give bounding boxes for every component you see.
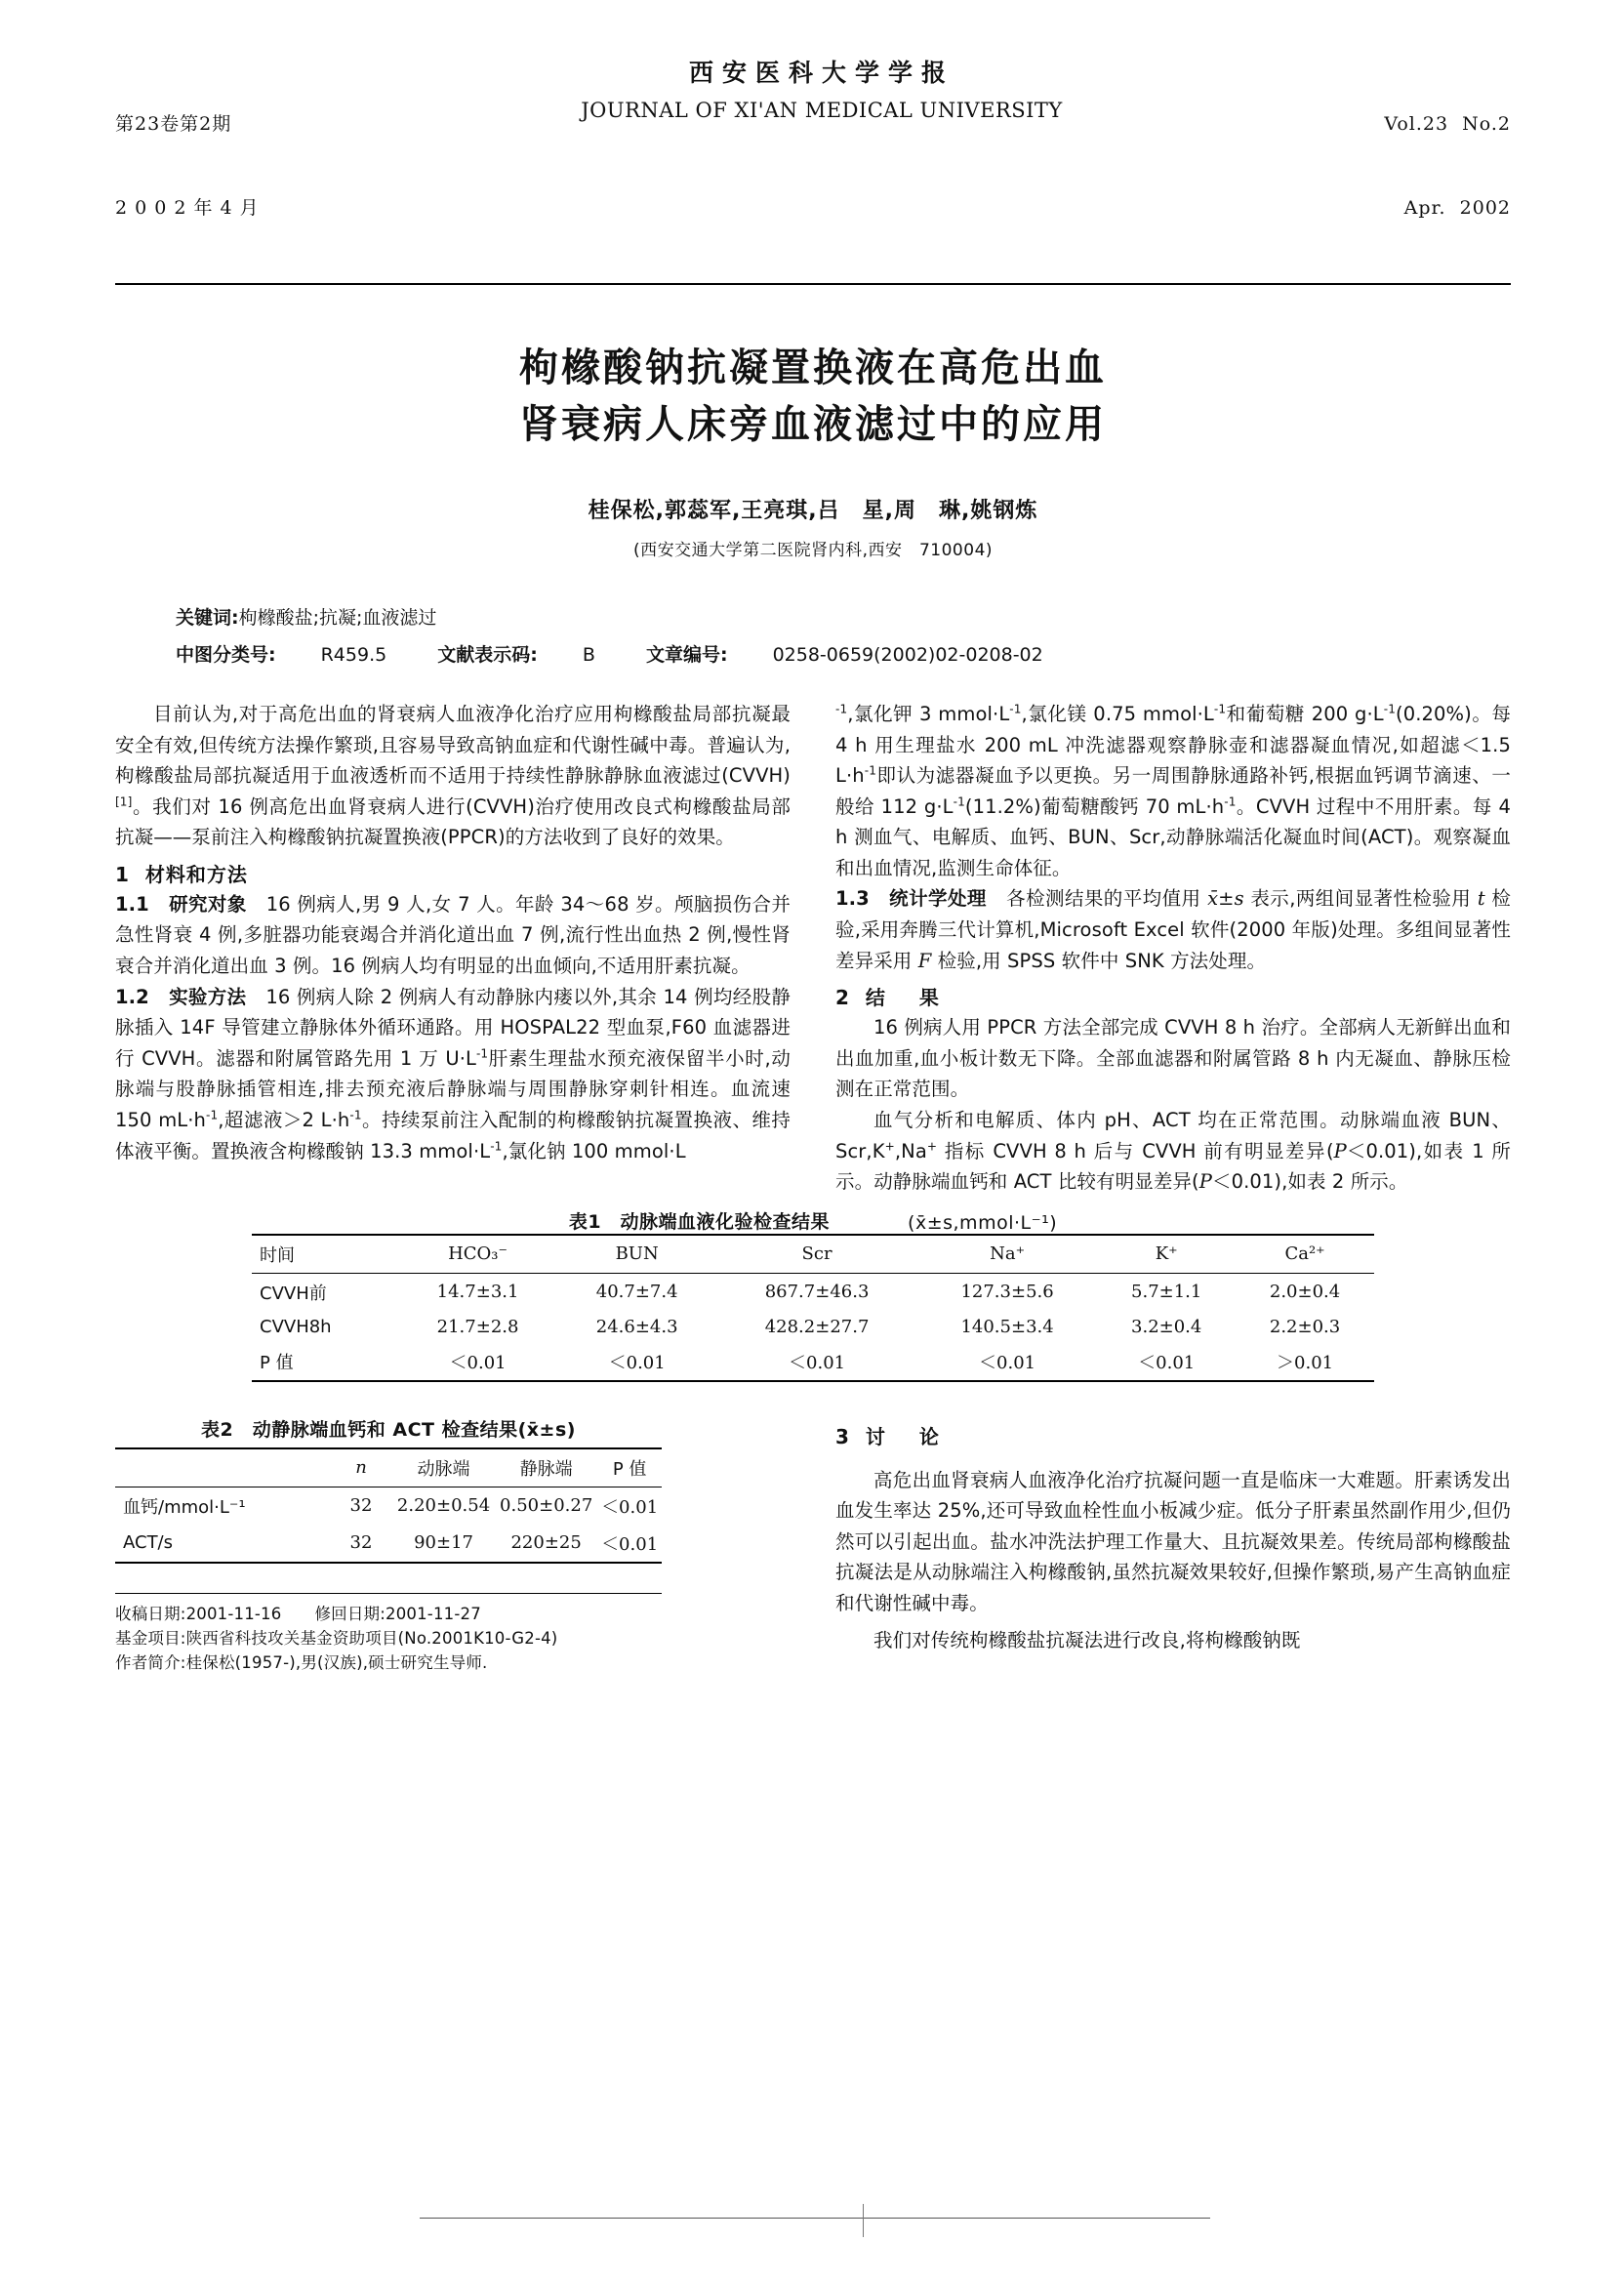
table2-r0-c2: 2.20±0.54 — [396, 1495, 491, 1517]
section-1-2-body-k: (11.2%)葡萄糖酸钙 70 mL·h — [964, 795, 1225, 818]
section-1-2-body-e: ,氯化钠 100 mmol·L — [502, 1139, 686, 1162]
table1-r2-c2: ＜0.01 — [608, 1352, 666, 1373]
table2-head — [115, 1448, 662, 1487]
section-2-title-b: 果 — [918, 986, 940, 1010]
table-row — [115, 1487, 662, 1525]
table2-r1-c0: ACT/s — [123, 1532, 174, 1554]
table1-header-6: Ca²⁺ — [1284, 1243, 1325, 1265]
table2-r1-c1: 32 — [349, 1532, 373, 1554]
table1-header-5: K⁺ — [1155, 1243, 1178, 1265]
table1-block — [115, 1207, 1511, 1382]
table-row — [252, 1311, 1374, 1343]
author-affiliation: (西安交通大学第二医院肾内科,西安 710004) — [632, 541, 994, 560]
table2-r0-c0: 血钙/mmol·L⁻¹ — [123, 1496, 246, 1518]
table1-head — [252, 1235, 1374, 1274]
f-test-symbol: F — [917, 949, 932, 972]
clc-group — [176, 644, 386, 666]
article-title — [115, 340, 1511, 453]
t-test-symbol: t — [1477, 887, 1485, 911]
bio-value: 桂保松(1957-),男(汉族),硕士研究生导师. — [185, 1652, 488, 1672]
table-row — [252, 1343, 1374, 1381]
journal-title-cn: 西安医科大学学报 — [689, 59, 955, 87]
doccode-label: 文献表示码: — [437, 644, 538, 666]
table2-r1-c3: 220±25 — [510, 1532, 582, 1554]
article-title-line2: 肾衰病人床旁血液滤过中的应用 — [519, 402, 1107, 447]
classification-row — [176, 636, 1511, 673]
section-1-2-cont — [835, 699, 1511, 883]
intro-text: 目前认为,对于高危出血的肾衰病人血液净化治疗应用枸橼酸盐局部抗凝最安全有效,但传统方法操作繁琐,且容易导致高钠血症和代谢性碱中毒。普遍认为,枸橼酸盐局部抗凝适用于血液透析而不适用于持续性静脉静脉血液滤过(CVVH) — [115, 703, 791, 788]
discussion-paragraph-1: 高危出血肾衰病人血液净化治疗抗凝问题一直是临床一大难题。肝素诱发出血发生率达 25%,还可导致血栓性血小板减少症。低分子肝素虽然副作用少,但仍然可以引起出血。盐水冲洗法护理工作量大、且抗凝效果差。传统局部枸橼酸盐抗凝法是从动脉端注入枸橼酸钠,虽然抗凝效果较好,但操作繁琐,易产生高钠血症和代谢性碱中毒。 — [835, 1468, 1511, 1614]
discussion-paragraph-2: 我们对传统枸橼酸盐抗凝法进行改良,将枸橼酸钠既 — [873, 1628, 1301, 1651]
table1-r2-c5: ＜0.01 — [1138, 1352, 1196, 1373]
table2-r0-c1: 32 — [349, 1495, 373, 1517]
table1-r0-c6: 2.0±0.4 — [1269, 1282, 1341, 1303]
exponent-3: -1 — [349, 1108, 362, 1122]
table1-r0-c2: 40.7±7.4 — [595, 1282, 678, 1303]
table1-r2-c0: P 值 — [260, 1352, 294, 1373]
table2-body — [115, 1487, 662, 1563]
keywords-label: 关键词: — [176, 607, 239, 629]
running-head-left — [115, 55, 260, 277]
volume-issue-en: Vol.23 No.2 — [1384, 113, 1511, 135]
exponent-10: -1 — [953, 795, 965, 809]
table2-block — [115, 1415, 662, 1564]
issue-date-en: Apr. 2002 — [1403, 196, 1511, 219]
table-row — [252, 1273, 1374, 1311]
artno-label: 文章编号: — [645, 644, 728, 666]
intro-text-cont: 。我们对 16 例高危出血肾衰病人进行(CVVH)治疗使用改良式枸橼酸盐局部抗凝——泵前注入枸橼酸钠抗凝置换液(PPCR)的方法收到了良好的效果。 — [115, 795, 791, 849]
received-label: 收稿日期: — [115, 1604, 186, 1623]
table1-header-1: HCO₃⁻ — [448, 1243, 508, 1265]
author-list: 桂保松,郭蕊军,王亮琪,吕 星,周 琳,姚钢炼 — [588, 499, 1038, 523]
section-1-3-body-a: 各检测结果的平均值用 — [1005, 887, 1208, 911]
table1-r0-c5: 5.7±1.1 — [1131, 1282, 1202, 1303]
section-1-3 — [835, 883, 1511, 976]
table2-header-2: 动脉端 — [417, 1458, 470, 1480]
section-1-3-body-c: 检验,采用奔腾三代计算机,Microsoft Excel 软件(2000 年版)处理。多组间显著性差异采用 — [835, 887, 1511, 972]
table1-r2-c6: ＞0.01 — [1277, 1352, 1334, 1373]
table1-r1-c0: CVVH8h — [260, 1316, 332, 1337]
section-1-2-number: 1.2 — [115, 985, 149, 1008]
page-bottom-rule — [420, 2218, 1210, 2220]
section-1-2-body-g: ,氯化镁 0.75 mmol·L — [1021, 703, 1214, 725]
table1-unit: (x̄±s,mmol·L⁻¹) — [908, 1211, 1058, 1234]
bio-label: 作者简介: — [115, 1652, 186, 1672]
keywords-value: 枸橼酸盐;抗凝;血液滤过 — [238, 607, 437, 629]
section-1-2-title: 实验方法 — [168, 985, 247, 1008]
section-2-heading — [835, 982, 1511, 1010]
exponent-4: -1 — [490, 1139, 503, 1154]
results-paragraph-1: 16 例病人用 PPCR 方法全部完成 CVVH 8 h 治疗。全部病人无新鲜出血和出血加重,血小板计数无下降。全部血滤器和附属管路 8 h 内无凝血、静脉压检测在正常范围。 — [835, 1016, 1511, 1101]
revised-value: 2001-11-27 — [386, 1604, 481, 1623]
table1-r1-c6: 2.2±0.3 — [1269, 1316, 1341, 1337]
results-paragraph-2 — [835, 1105, 1511, 1198]
header-rule — [115, 283, 1511, 285]
section-1-number: 1 — [115, 862, 130, 886]
table2-header-row — [115, 1448, 662, 1487]
left-column — [115, 699, 791, 1198]
table1-r1-c4: 140.5±3.4 — [960, 1316, 1054, 1337]
fund-value: 陕西省科技攻关基金资助项目(No.2001K10-G2-4) — [185, 1628, 558, 1648]
running-head-right — [1384, 55, 1511, 277]
lower-columns — [115, 1415, 1511, 1675]
table2-r1-c4: ＜0.01 — [601, 1533, 659, 1555]
doccode-value: B — [582, 644, 595, 666]
section-1-1 — [115, 889, 791, 982]
table-row — [115, 1525, 662, 1563]
results-p2-b: ,Na — [894, 1139, 927, 1162]
table1-header-3: Scr — [801, 1243, 832, 1265]
exponent-11: -1 — [1224, 795, 1237, 809]
section-1-heading — [115, 859, 791, 887]
table2-r0-c3: 0.50±0.27 — [500, 1495, 593, 1517]
table1-r2-c4: ＜0.01 — [979, 1352, 1036, 1373]
table1-r0-c4: 127.3±5.6 — [960, 1282, 1054, 1303]
exponent-7: -1 — [1213, 702, 1227, 716]
section-1-2-body-h: 和葡萄糖 200 g·L — [1226, 703, 1384, 725]
section-1-2-body-d: 。持续泵前注入配制的枸橼酸钠抗凝置换液、维持体液平衡。置换液含枸橼酸钠 13.3 mmol·L — [115, 1108, 791, 1162]
mean-sd-symbol: x̄±s — [1207, 887, 1244, 911]
running-head — [115, 55, 1511, 277]
section-1-2-body-c: ,超滤液＞2 L·h — [218, 1108, 350, 1131]
lower-left-column — [115, 1415, 791, 1675]
results-p2-d: ＜0.01),如表 1 所示。动静脉端血钙和 ACT 比较有明显差异( — [835, 1139, 1511, 1194]
received-value: 2001-11-16 — [185, 1604, 282, 1623]
section-1-1-body: 16 例病人,男 9 人,女 7 人。年龄 34～68 岁。颅脑损伤合并急性肾衰 4 例,多脏器功能衰竭合并消化道出血 7 例,流行性出血热 2 例,慢性肾衰合并消化道出血 3 例。16 例病人均有明显的出血倾向,不适用肝素抗凝。 — [115, 892, 791, 978]
section-1-title: 材料和方法 — [144, 862, 248, 886]
keywords-row — [176, 599, 1511, 636]
table2 — [115, 1447, 662, 1564]
table1 — [252, 1234, 1374, 1382]
artno-value: 0258-0659(2002)02-0208-02 — [772, 644, 1043, 666]
article-title-line1: 枸橼酸钠抗凝置换液在高危出血 — [519, 346, 1107, 390]
volume-issue: 第23卷第2期 — [115, 113, 232, 135]
table1-r0-c0: CVVH前 — [260, 1283, 327, 1304]
table2-header-4: P 值 — [612, 1458, 647, 1480]
section-3-title-a: 讨 — [865, 1424, 886, 1448]
journal-title-en: JOURNAL OF XI'AN MEDICAL UNIVERSITY — [581, 98, 1063, 122]
section-1-2-body-a: 16 例病人除 2 例病人有动静脉内瘘以外,其余 14 例均经股静脉插入 14F 导管建立静脉体外循环通路。用 HOSPAL22 型血泵,F60 血滤器进行 CVVH。滤器和附属管路先用 1 万 U·L — [115, 985, 791, 1070]
table1-r0-c3: 867.7±46.3 — [764, 1282, 870, 1303]
table1-r1-c2: 24.6±4.3 — [595, 1316, 678, 1337]
results-p2-a: 血气分析和电解质、体内 pH、ACT 均在正常范围。动脉端血液 BUN、Scr,K — [835, 1108, 1511, 1162]
clc-value: R459.5 — [320, 644, 387, 666]
running-head-center — [260, 55, 1385, 126]
table1-body — [252, 1273, 1374, 1381]
table1-r1-c1: 21.7±2.8 — [436, 1316, 519, 1337]
table2-r0-c4: ＜0.01 — [601, 1496, 659, 1518]
p-symbol-2: P — [1198, 1170, 1212, 1194]
table1-header-row — [252, 1235, 1374, 1274]
table2-r1-c2: 90±17 — [414, 1532, 473, 1554]
section-1-2 — [115, 982, 791, 1166]
intro-paragraph — [115, 699, 791, 853]
table1-caption-row — [115, 1207, 1511, 1234]
section-3-heading — [835, 1421, 1511, 1449]
table2-header-0 — [115, 1448, 330, 1487]
section-1-2-body-i: (0.20%)。每 4 h 用生理盐水 200 mL 冲洗滤器观察静脉壶和滤器凝血情况,如超滤＜1.5 L·h — [835, 703, 1511, 788]
section-3-title-b: 论 — [918, 1424, 940, 1448]
clc-label: 中图分类号: — [176, 644, 276, 666]
table2-header-3: 静脉端 — [519, 1458, 573, 1480]
superscript-plus-k: + — [884, 1139, 895, 1154]
issue-date-cn: 2 0 0 2 年 4 月 — [115, 196, 260, 219]
table1-r2-c1: ＜0.01 — [449, 1352, 507, 1373]
table1-header-4: Na⁺ — [990, 1243, 1026, 1265]
section-1-2-body-l: 。CVVH 过程中不用肝素。每 4 h 测血气、电解质、血钙、BUN、Scr,动静脉端活化凝血时间(ACT)。观察凝血和出血情况,监测生命体征。 — [835, 795, 1511, 879]
page-content — [115, 55, 1511, 1675]
article-meta — [115, 599, 1511, 673]
exponent-5: -1 — [835, 702, 848, 716]
section-1-3-number: 1.3 — [835, 887, 870, 911]
section-1-1-title: 研究对象 — [168, 892, 247, 916]
page-bottom-tick — [863, 2204, 865, 2237]
section-1-3-body-b: 表示,两组间显著性检验用 — [1243, 887, 1478, 911]
p-symbol-1: P — [1333, 1139, 1347, 1162]
section-1-1-number: 1.1 — [115, 892, 149, 916]
results-p2-c: 指标 CVVH 8 h 后与 CVVH 前有明显差异( — [937, 1139, 1334, 1162]
table1-r1-c3: 428.2±27.7 — [764, 1316, 870, 1337]
footnote-bio — [115, 1650, 740, 1675]
artno-group — [646, 644, 1043, 666]
table2-header-1: n — [355, 1457, 367, 1479]
section-1-2-body-b: 肝素生理盐水预充液保留半小时,动脉端与股静脉插管相连,排去预充液后静脉端与周围静脉穿刺针相连。血流速 150 mL·h — [115, 1046, 791, 1131]
right-column — [835, 699, 1511, 1198]
revised-label: 修回日期: — [314, 1604, 386, 1623]
table1-r2-c3: ＜0.01 — [789, 1352, 846, 1373]
section-2-title-a: 结 — [865, 986, 886, 1010]
section-1-2-body-f: ,氯化钾 3 mmol·L — [847, 703, 1010, 725]
table1-r1-c5: 3.2±0.4 — [1131, 1316, 1202, 1337]
reference-marker: [1] — [115, 795, 133, 809]
footnote-fund — [115, 1626, 740, 1650]
exponent-1: -1 — [475, 1046, 489, 1061]
table1-caption: 表1 动脉端血液化验检查结果 — [568, 1210, 831, 1233]
section-1-2-body-j: 即认为滤器凝血予以更换。另一周围静脉通路补钙,根据血钙调节滴速、一般给 112 g·L — [835, 764, 1511, 818]
exponent-6: -1 — [1009, 702, 1022, 716]
section-2-number: 2 — [835, 986, 850, 1010]
exponent-2: -1 — [206, 1108, 219, 1122]
table2-caption: 表2 动静脉端血钙和 ACT 检查结果(x̄±s) — [201, 1418, 576, 1441]
body-columns — [115, 699, 1511, 1198]
footnote-dates — [115, 1602, 740, 1626]
table1-r0-c1: 14.7±3.1 — [436, 1282, 519, 1303]
section-3-number: 3 — [835, 1424, 850, 1448]
superscript-plus-na: + — [926, 1139, 938, 1154]
results-p2-e: ＜0.01),如表 2 所示。 — [1211, 1170, 1408, 1194]
section-1-3-title: 统计学处理 — [888, 887, 987, 911]
table1-header-2: BUN — [615, 1243, 659, 1265]
section-1-3-body-d: 检验,用 SPSS 软件中 SNK 方法处理。 — [931, 949, 1267, 972]
footnote-block — [115, 1602, 740, 1675]
exponent-9: -1 — [864, 763, 876, 778]
exponent-8: -1 — [1383, 702, 1396, 716]
lower-right-column — [835, 1415, 1511, 1675]
fund-label: 基金项目: — [115, 1628, 186, 1648]
footnote-rule — [115, 1593, 662, 1594]
table1-header-0: 时间 — [260, 1244, 295, 1266]
doccode-group — [437, 644, 595, 666]
